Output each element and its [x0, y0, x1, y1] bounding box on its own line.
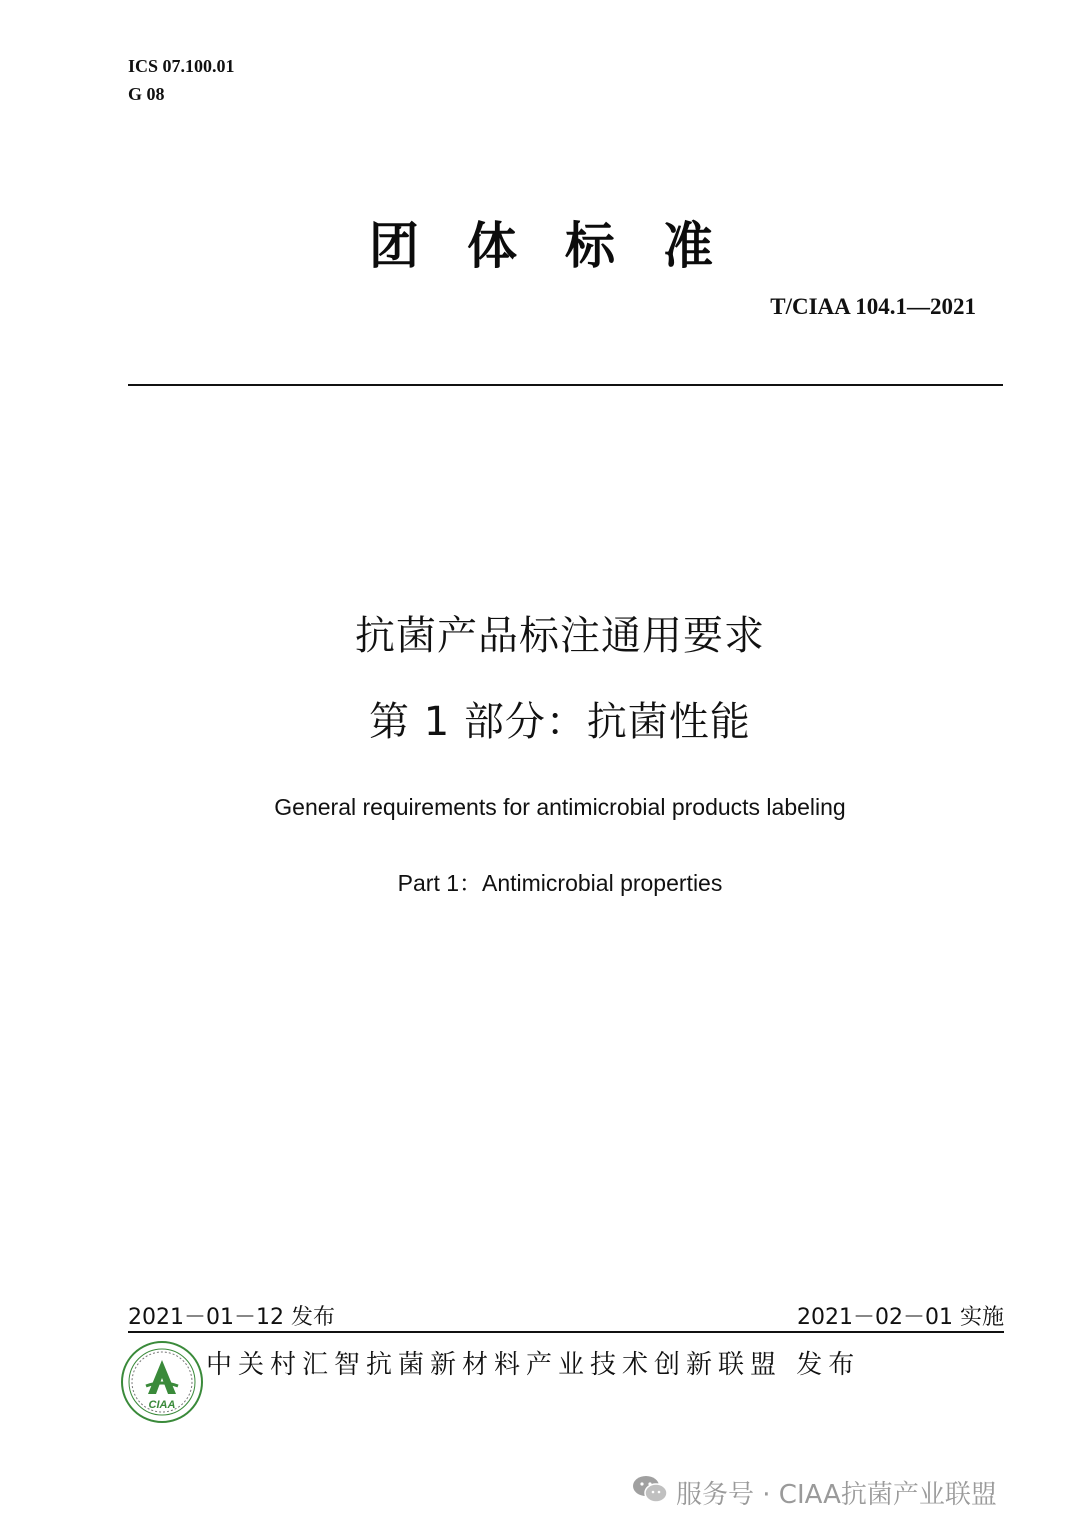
title-english: General requirements for antimicrobial products labeling	[274, 794, 846, 820]
standard-category: 团体标准	[369, 216, 761, 275]
title-chinese: 抗菌产品标注通用要求	[355, 613, 765, 659]
logo-text: CIAA	[148, 1399, 176, 1411]
ciaa-logo-icon	[120, 1340, 204, 1424]
watermark-text: 服务号 · CIAA抗菌产业联盟	[676, 1480, 997, 1510]
issue-date: 2021－01－12 发布	[128, 1305, 335, 1330]
publisher: 中关村汇智抗菌新材料产业技术创新联盟 发布	[206, 1350, 861, 1380]
standard-number: T/CIAA 104.1—2021	[770, 294, 976, 319]
wechat-icon	[632, 1474, 668, 1511]
implementation-date: 2021－02－01 实施	[797, 1305, 1004, 1330]
subtitle-chinese: 第 1 部分：抗菌性能	[369, 699, 751, 745]
top-divider	[128, 384, 1003, 386]
subtitle-english: Part 1：Antimicrobial properties	[397, 870, 723, 896]
classification-code: G 08	[128, 84, 165, 104]
watermark	[632, 1474, 997, 1511]
bottom-divider	[128, 1331, 1004, 1333]
ics-code: ICS 07.100.01	[128, 56, 235, 76]
